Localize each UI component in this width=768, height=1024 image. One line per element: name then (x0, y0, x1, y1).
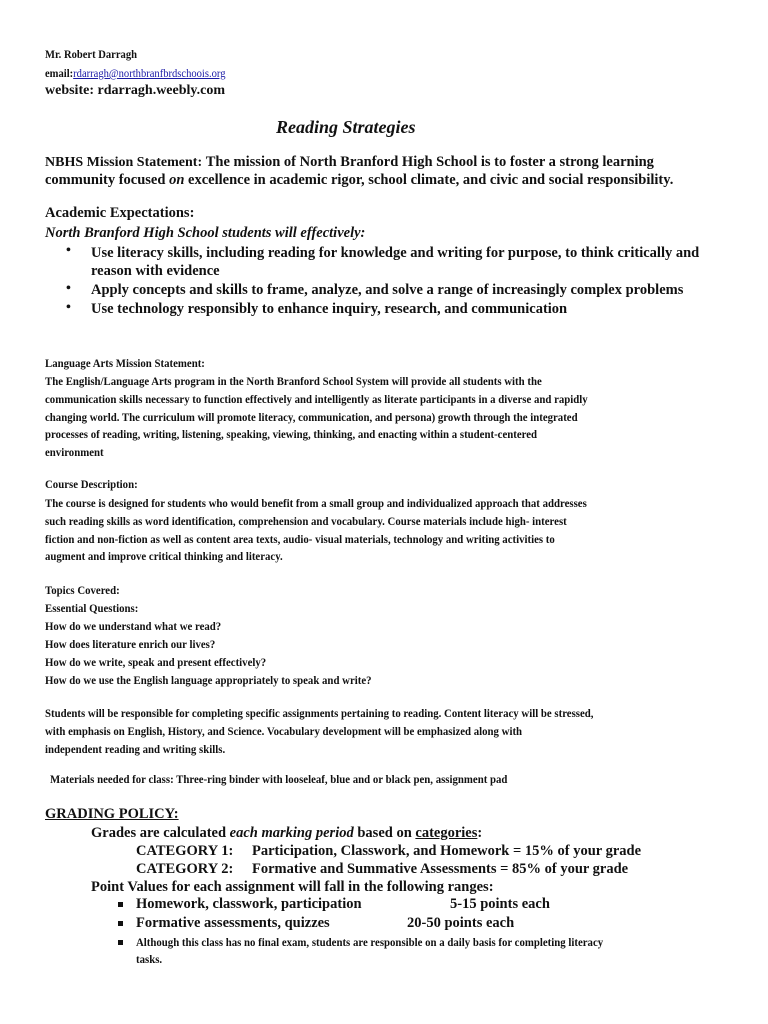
grading-intro: Grades are calculated each marking period based on categories: (91, 825, 483, 841)
bullet-icon: • (66, 300, 71, 315)
square-bullet-icon (118, 902, 123, 907)
grading-heading: GRADING POLICY: (45, 806, 179, 822)
bullet-icon: • (66, 281, 71, 296)
academic-subheading: North Branford High School students will effectively: (45, 225, 366, 241)
square-bullet-icon (118, 940, 123, 945)
course-text: The course is designed for students who would benefit from a small group and individualized approach that addresses such reading skills as word identification, comprehension and vocabulary. Course materials include high- interest fiction and non-fiction as well as content area texts, audio- visual materials, technology and writing activities to augment and improve critical thinking and literacy. (45, 496, 587, 564)
mission-label: NBHS Mission Statement: (45, 155, 203, 170)
la-mission-text: The English/Language Arts program in the North Branford School System will provide all students with the communication skills necessary to function effectively and intelligently as literate participants in a diverse and rapidly changing world. The curriculum will promote literacy, communication, and persona) growth through the integrated processes of reading, writing, listening, speaking, viewing, thinking, and enacting within a student-centered environment (45, 374, 588, 460)
range-2-value: 20-50 points each (407, 915, 515, 931)
category-1-label: CATEGORY 1: (136, 843, 234, 859)
range-1-value: 5-15 points each (450, 896, 550, 912)
academic-item-3: Use technology responsibly to enhance inquiry, research, and communication (91, 301, 568, 317)
essential-questions-heading: Essential Questions: (45, 601, 139, 615)
page-title: Reading Strategies (276, 117, 416, 137)
topics-block: Topics Covered: Essential Questions: How do we understand what we read? How does literature enrich our lives? How do we write, speak and present effectively? How do we use the English language appropriately to speak and write? (45, 583, 372, 687)
topics-heading: Topics Covered: (45, 583, 120, 597)
website-line[interactable]: website: rdarragh.weebly.com (45, 83, 226, 98)
bullet-icon: • (66, 243, 71, 258)
range-2-label: Formative assessments, quizzes (136, 915, 330, 931)
range-1-label: Homework, classwork, participation (136, 896, 362, 912)
academic-item-2: Apply concepts and skills to frame, analyze, and solve a range of increasingly complex problems (91, 282, 684, 298)
category-1-text: Participation, Classwork, and Homework = 15% of your grade (252, 843, 642, 859)
academic-item-1: Use literacy skills, including reading for knowledge and writing for purpose, to think critically and reason with evidence (91, 245, 700, 279)
la-mission-heading: Language Arts Mission Statement: (45, 356, 205, 370)
mission-statement: NBHS Mission Statement: The mission of North Branford High School is to foster a strong learning community focused on excellence in academic rigor, school climate, and civic and social responsibility. (45, 154, 674, 188)
category-2-label: CATEGORY 2: (136, 861, 234, 877)
category-2-text: Formative and Summative Assessments = 85% of your grade (252, 861, 629, 877)
academic-heading: Academic Expectations: (45, 205, 195, 221)
responsibility-text: Students will be responsible for completing specific assignments pertaining to reading. Content literacy will be stressed, with emphasis on English, History, and Science. Vocabulary development will be emphasized along with independent reading and writing skills. (45, 706, 594, 756)
email-link[interactable]: rdarragh@northbranfbrdschoois.org (73, 66, 226, 80)
email-label: email: (45, 66, 74, 80)
teacher-name: Mr. Robert Darragh (45, 47, 137, 61)
materials-line: Materials needed for class: Three-ring binder with looseleaf, blue and or black pen, assignment pad (50, 772, 508, 786)
course-heading: Course Description: (45, 477, 138, 491)
email-line (45, 66, 226, 81)
points-intro: Point Values for each assignment will fall in the following ranges: (91, 879, 494, 895)
square-bullet-icon (118, 921, 123, 926)
grading-note: Although this class has no final exam, students are responsible on a daily basis for completing literacy tasks. (136, 935, 604, 966)
